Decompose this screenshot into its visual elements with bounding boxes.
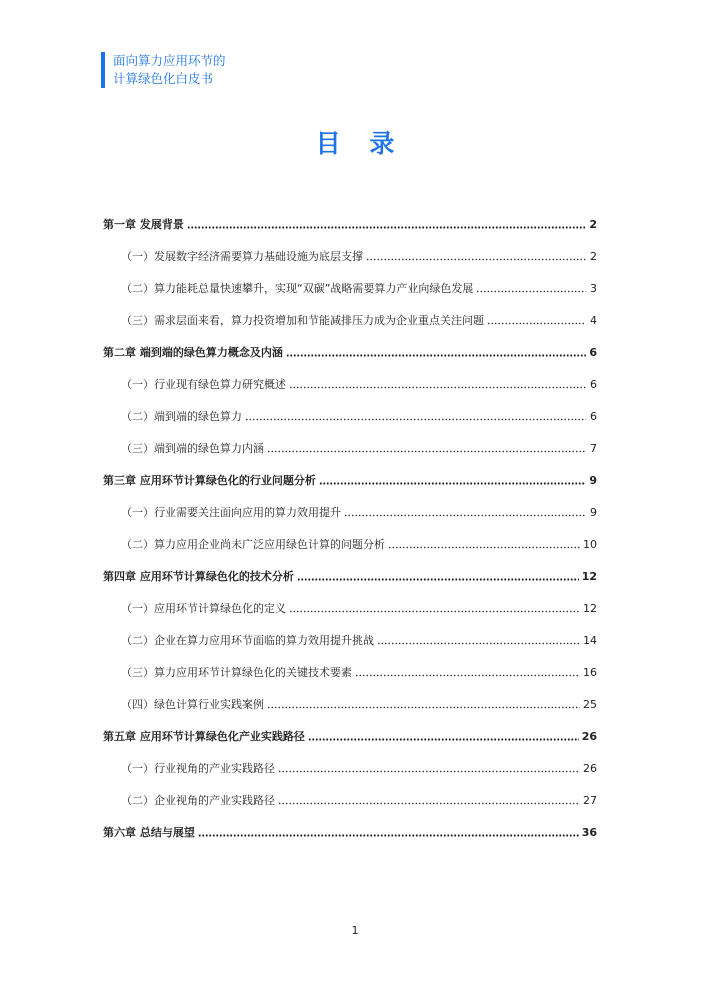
toc-entry-page: 4 [590, 313, 597, 327]
toc-entry-label: （一）行业视角的产业实践路径 [121, 762, 275, 775]
toc-section-entry[interactable] [103, 368, 597, 400]
toc-section-entry[interactable] [103, 432, 597, 464]
toc-section-entry[interactable] [103, 240, 597, 272]
toc-entry-label: （一）应用环节计算绿色化的定义 [121, 602, 286, 615]
toc-entry-page: 14 [583, 633, 597, 647]
dot-leader [278, 798, 580, 809]
toc-entry-page: 2 [589, 217, 597, 231]
dot-leader [297, 574, 579, 585]
toc-section-entry[interactable] [103, 400, 597, 432]
toc-entry-page: 25 [583, 697, 597, 711]
toc-entry-page: 6 [590, 377, 597, 391]
toc-chapter-entry[interactable] [103, 560, 597, 592]
dot-leader [289, 606, 580, 617]
toc-chapter-entry[interactable] [103, 464, 597, 496]
toc-section-entry[interactable] [103, 624, 597, 656]
toc-entry-label: （三）需求层面来看，算力投资增加和节能减排压力成为企业重点关注问题 [121, 314, 484, 327]
toc-entry-label: （二）企业视角的产业实践路径 [121, 794, 275, 807]
toc-entry-label: （二）企业在算力应用环节面临的算力效用提升挑战 [121, 634, 374, 647]
toc-entry-page: 9 [590, 505, 597, 519]
dot-leader [289, 382, 586, 393]
dot-leader [388, 542, 580, 553]
toc-entry-page: 9 [589, 473, 597, 487]
toc-entry-label: （三）端到端的绿色算力内涵 [121, 442, 264, 455]
dot-leader [187, 222, 586, 233]
dot-leader [344, 510, 586, 521]
toc-section-entry[interactable] [103, 656, 597, 688]
page-number: 1 [351, 924, 359, 937]
toc-entry-label: （四）绿色计算行业实践案例 [121, 698, 264, 711]
toc-entry-page: 26 [581, 729, 597, 743]
toc-section-entry[interactable] [103, 272, 597, 304]
toc-entry-page: 7 [590, 441, 597, 455]
header-title-line2: 计算绿色化白皮书 [113, 71, 214, 86]
dot-leader [267, 702, 580, 713]
toc-entry-page: 3 [590, 281, 597, 295]
page-title: 目 录 [315, 129, 405, 158]
dot-leader [245, 414, 586, 425]
dot-leader [198, 830, 579, 841]
toc-entry-page: 12 [581, 569, 597, 583]
toc-entry-label: （一）发展数字经济需要算力基础设施为底层支撑 [121, 250, 363, 263]
toc-entry-page: 10 [583, 537, 597, 551]
toc-entry-label: 第三章 应用环节计算绿色化的行业问题分析 [103, 474, 316, 487]
toc-chapter-entry[interactable] [103, 208, 597, 240]
toc-entry-page: 27 [583, 793, 597, 807]
document-header [101, 52, 226, 88]
toc-entry-label: （一）行业需要关注面向应用的算力效用提升 [121, 506, 341, 519]
toc-entry-page: 16 [583, 665, 597, 679]
toc-entry-label: （二）算力应用企业尚未广泛应用绿色计算的问题分析 [121, 538, 385, 551]
toc-entry-page: 36 [581, 825, 597, 839]
toc-section-entry[interactable] [103, 688, 597, 720]
toc-section-entry[interactable] [103, 752, 597, 784]
table-of-contents [103, 208, 597, 848]
toc-entry-label: （二）算力能耗总量快速攀升，实现“双碳”战略需要算力产业向绿色发展 [121, 282, 474, 295]
dot-leader [476, 286, 586, 297]
toc-entry-page: 26 [583, 761, 597, 775]
toc-entry-label: 第一章 发展背景 [103, 218, 184, 231]
toc-chapter-entry[interactable] [103, 720, 597, 752]
dot-leader [366, 254, 586, 265]
toc-chapter-entry[interactable] [103, 816, 597, 848]
toc-section-entry[interactable] [103, 496, 597, 528]
dot-leader [487, 318, 586, 329]
toc-entry-label: （二）端到端的绿色算力 [121, 410, 242, 423]
dot-leader [286, 350, 586, 361]
toc-section-entry[interactable] [103, 784, 597, 816]
dot-leader [267, 446, 586, 457]
toc-section-entry[interactable] [103, 304, 597, 336]
dot-leader [319, 478, 586, 489]
toc-entry-label: （三）算力应用环节计算绿色化的关键技术要素 [121, 666, 352, 679]
toc-entry-page: 6 [589, 345, 597, 359]
toc-entry-page: 6 [590, 409, 597, 423]
toc-entry-label: 第五章 应用环节计算绿色化产业实践路径 [103, 730, 305, 743]
dot-leader [278, 766, 580, 777]
toc-entry-label: 第四章 应用环节计算绿色化的技术分析 [103, 570, 294, 583]
toc-entry-label: （一）行业现有绿色算力研究概述 [121, 378, 286, 391]
toc-entry-label: 第二章 端到端的绿色算力概念及内涵 [103, 346, 283, 359]
dot-leader [308, 734, 579, 745]
toc-entry-page: 2 [590, 249, 597, 263]
toc-section-entry[interactable] [103, 592, 597, 624]
dot-leader [355, 670, 580, 681]
header-title-line1: 面向算力应用环节的 [113, 53, 226, 68]
toc-entry-page: 12 [583, 601, 597, 615]
toc-section-entry[interactable] [103, 528, 597, 560]
dot-leader [377, 638, 580, 649]
toc-entry-label: 第六章 总结与展望 [103, 826, 195, 839]
toc-chapter-entry[interactable] [103, 336, 597, 368]
